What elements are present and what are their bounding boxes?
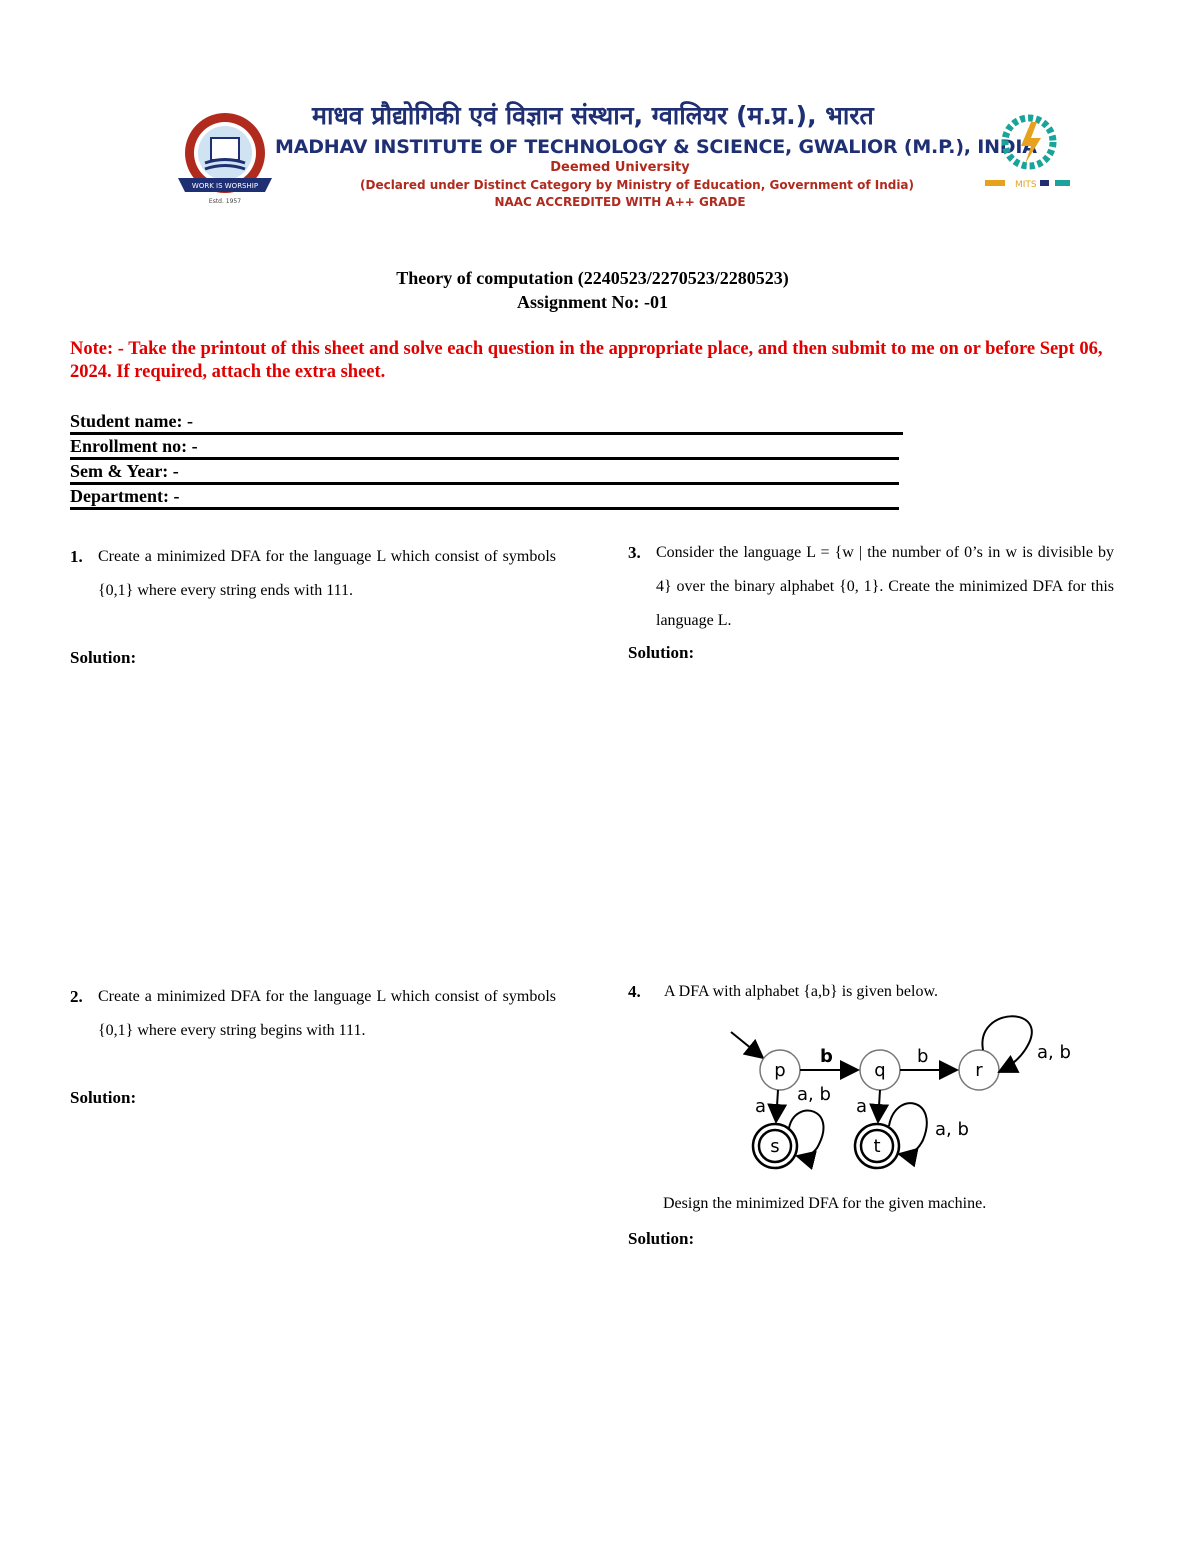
start-arrow	[731, 1032, 763, 1058]
question-3	[628, 536, 1114, 638]
edge-p-s-label: a	[755, 1096, 767, 1117]
question-text: Create a minimized DFA for the language L which consist of symbols {0,1} where every string ends with 111.	[98, 548, 556, 599]
department-field[interactable]: Department: -	[70, 485, 899, 510]
edge-q-r-label: b	[917, 1046, 929, 1067]
edge-s-loop-label: a, b	[797, 1084, 831, 1105]
institute-name-hindi: माधव प्रौद्योगिकी एवं विज्ञान संस्थान, ग्वालियर (म.प्र.), भारत	[312, 101, 874, 130]
naac-accreditation: NAAC ACCREDITED WITH A++ GRADE	[494, 195, 746, 209]
institute-name-english: MADHAV INSTITUTE OF TECHNOLOGY & SCIENCE, GWALIOR (M.P.), INDIA	[275, 136, 1037, 158]
question-text: Consider the language L = {w | the number of 0’s in w is divisible by 4} over the binary alphabet {0, 1}. Create the minimized DFA for this language L.	[656, 544, 1114, 629]
solution-label: Solution:	[628, 643, 695, 662]
state-t-label: t	[873, 1136, 881, 1157]
state-s-label: s	[770, 1136, 780, 1157]
state-q-label: q	[874, 1060, 886, 1081]
edge-q-t	[878, 1090, 880, 1122]
mits-logo	[985, 112, 1070, 197]
question-2	[70, 980, 556, 1048]
question-number: 1.	[70, 547, 83, 566]
assignment-number: Assignment No: -01	[517, 292, 668, 312]
enrollment-field[interactable]: Enrollment no: -	[70, 435, 899, 460]
question-4-instruction: Design the minimized DFA for the given machine.	[663, 1195, 987, 1212]
declared-status: (Declared under Distinct Category by Ministry of Education, Government of India)	[360, 178, 915, 192]
edge-r-loop-label: a, b	[1037, 1042, 1071, 1063]
solution-label: Solution:	[70, 648, 137, 667]
question-4	[628, 975, 1114, 1009]
submission-note: Note: - Take the printout of this sheet and solve each question in the appropriate place, and then submit to me on or before Sept 06, 2024. If required, attach the extra sheet.	[70, 339, 1103, 382]
logo-estd: Estd. 1957	[208, 198, 242, 205]
institute-seal-logo	[175, 108, 275, 208]
solution-label: Solution:	[628, 1229, 695, 1248]
edge-p-q-label: b	[820, 1046, 833, 1067]
solution-label: Solution:	[70, 1088, 137, 1107]
dfa-diagram	[725, 1010, 1085, 1190]
question-number: 2.	[70, 987, 83, 1006]
state-r-label: r	[975, 1060, 983, 1081]
student-name-field[interactable]: Student name: -	[70, 410, 903, 435]
question-text: A DFA with alphabet {a,b} is given below.	[664, 983, 938, 1000]
edge-q-t-label: a	[856, 1096, 868, 1117]
question-1	[70, 540, 556, 608]
question-number: 4.	[628, 982, 641, 1001]
edge-t-loop-label: a, b	[935, 1119, 969, 1140]
sem-year-field[interactable]: Sem & Year: -	[70, 460, 899, 485]
edge-p-s	[776, 1090, 778, 1122]
deemed-university: Deemed University	[550, 160, 690, 175]
logo-motto: WORK IS WORSHIP	[191, 182, 259, 190]
question-number: 3.	[628, 543, 641, 562]
question-text: Create a minimized DFA for the language L which consist of symbols {0,1} where every string begins with 111.	[98, 988, 556, 1039]
course-title: Theory of computation (2240523/2270523/2280523)	[396, 268, 789, 288]
mits-text: MITS	[1015, 180, 1037, 190]
state-p-label: p	[774, 1060, 786, 1081]
